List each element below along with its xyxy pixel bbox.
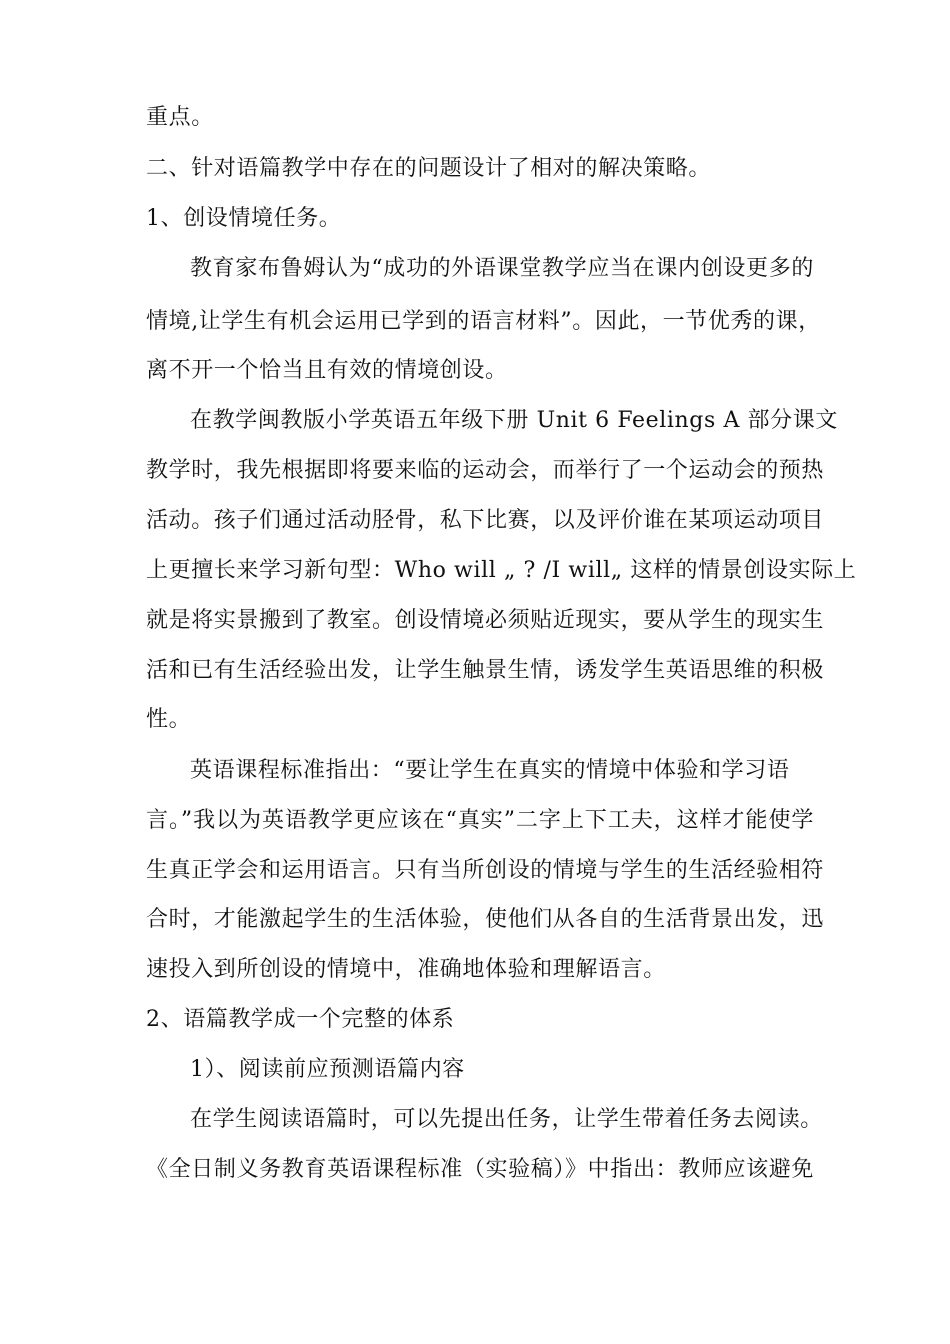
- text-line: 速投入到所创设的情境中，准确地体验和理解语言。: [146, 957, 666, 982]
- text-line: 生真正学会和运用语言。只有当所创设的情境与学生的生活经验相符: [146, 858, 825, 883]
- subsection-heading: 1、创设情境任务。: [146, 206, 342, 231]
- text-line: 合时，才能激起学生的生活体验，使他们从各自的生活背景出发，迅: [146, 907, 825, 932]
- text-line: 活和已有生活经验出发，让学生触景生情，诱发学生英语思维的积极: [146, 658, 825, 683]
- text-line: 性。: [146, 707, 192, 732]
- text-line: 情境,让学生有机会运用已学到的语言材料”。因此，一节优秀的课，: [146, 309, 821, 334]
- text-line: 重点。: [146, 105, 214, 130]
- text-line: 教育家布鲁姆认为“成功的外语课堂教学应当在课内创设更多的: [190, 256, 814, 281]
- sub-item-heading: 1）、阅读前应预测语篇内容: [190, 1057, 465, 1082]
- text-line: 《全日制义务教育英语课程标准（实验稿）》中指出：教师应该避免: [146, 1157, 814, 1182]
- text-line: 活动。孩子们通过活动胫骨，私下比赛，以及评价谁在某项运动项目: [146, 508, 825, 533]
- text-line: 英语课程标准指出：“要让学生在真实的情境中体验和学习语: [190, 758, 790, 783]
- subsection-heading: 2、语篇教学成一个完整的体系: [146, 1007, 455, 1032]
- text-line: 离不开一个恰当且有效的情境创设。: [146, 358, 508, 383]
- section-heading: 二、针对语篇教学中存在的问题设计了相对的解决策略。: [146, 156, 712, 181]
- text-line: 上更擅长来学习新句型：Who will „ ? /I will„ 这样的情景创设实际上: [146, 558, 857, 583]
- text-line: 教学时，我先根据即将要来临的运动会，而举行了一个运动会的预热: [146, 458, 825, 483]
- text-line: 在教学闽教版小学英语五年级下册 Unit 6 Feelings A 部分课文: [190, 408, 838, 433]
- text-line: 言。”我以为英语教学更应该在“真实”二字上下工夫，这样才能使学: [146, 808, 814, 833]
- text-line: 在学生阅读语篇时，可以先提出任务，让学生带着任务去阅读。: [190, 1107, 823, 1132]
- text-line: 就是将实景搬到了教室。创设情境必须贴近现实，要从学生的现实生: [146, 608, 825, 633]
